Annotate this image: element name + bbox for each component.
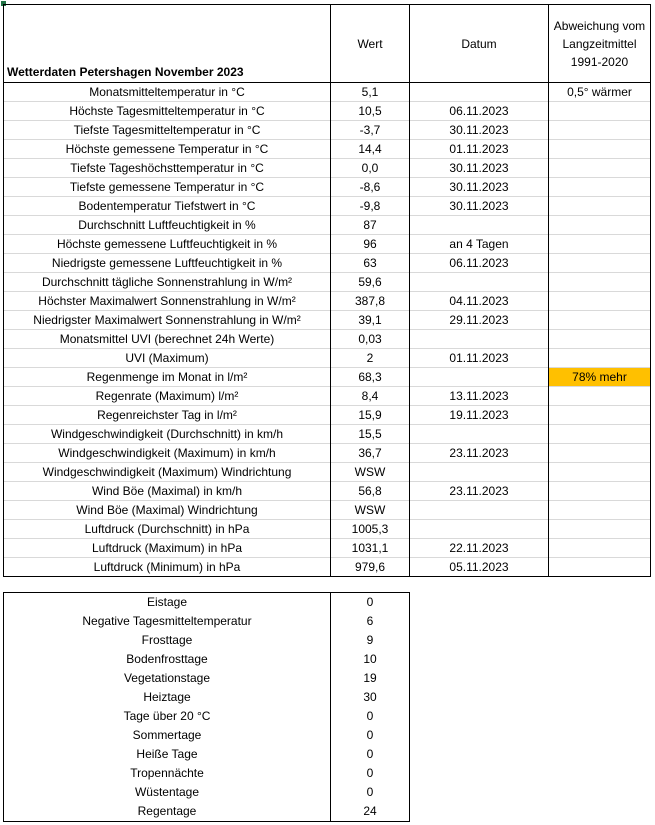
table-row [4,444,651,463]
table-row [4,425,651,444]
row-label-cell[interactable]: Tiefste Tageshöchsttemperatur in °C [4,159,331,178]
row-label-cell[interactable]: Durchschnitt tägliche Sonnenstrahlung in W/m² [4,273,331,292]
row-label-cell[interactable]: Wind Böe (Maximal) in km/h [4,482,331,501]
row-value-cell[interactable]: 63 [331,254,410,273]
row-value-cell[interactable]: 68,3 [331,368,410,387]
count-value-cell[interactable]: 0 [331,764,410,783]
table-row [4,482,651,501]
row-value-cell[interactable]: 2 [331,349,410,368]
table-row [4,406,651,425]
row-date-cell[interactable]: 30.11.2023 [410,178,549,197]
count-label-cell[interactable]: Bodenfrosttage [4,650,331,669]
row-deviation-cell[interactable] [549,102,651,121]
table-row [4,254,651,273]
row-deviation-cell[interactable] [549,406,651,425]
row-date-cell[interactable]: 06.11.2023 [410,254,549,273]
row-date-cell[interactable] [410,330,549,349]
row-value-cell[interactable]: -8,6 [331,178,410,197]
row-label-cell[interactable]: Niedrigster Maximalwert Sonnenstrahlung in W/m² [4,311,331,330]
row-deviation-cell[interactable] [549,235,651,254]
row-label-cell[interactable]: Regenrate (Maximum) l/m² [4,387,331,406]
row-value-cell[interactable]: 59,6 [331,273,410,292]
row-deviation-cell[interactable] [549,558,651,577]
count-value-cell[interactable]: 9 [331,631,410,650]
table-row [4,539,651,558]
count-label-cell[interactable]: Tropennächte [4,764,331,783]
row-value-cell[interactable]: 87 [331,216,410,235]
count-value-cell[interactable]: 6 [331,612,410,631]
row-value-cell[interactable]: 56,8 [331,482,410,501]
row-label-cell[interactable]: Durchschnitt Luftfeuchtigkeit in % [4,216,331,235]
row-deviation-cell[interactable] [549,501,651,520]
day-counts-table [3,592,410,822]
table-row [4,558,651,577]
row-deviation-cell[interactable] [549,539,651,558]
row-value-cell[interactable]: 39,1 [331,311,410,330]
row-label-cell[interactable]: Luftdruck (Durchschnitt) in hPa [4,520,331,539]
row-value-cell[interactable]: -9,8 [331,197,410,216]
row-date-cell[interactable]: 29.11.2023 [410,311,549,330]
table-row [4,235,651,254]
row-value-cell[interactable]: 15,5 [331,425,410,444]
row-date-cell[interactable]: 22.11.2023 [410,539,549,558]
count-value-cell[interactable]: 30 [331,688,410,707]
count-row [4,669,410,688]
count-row [4,745,410,764]
row-label-cell[interactable]: Luftdruck (Maximum) in hPa [4,539,331,558]
count-row [4,764,410,783]
table-row [4,273,651,292]
count-row [4,593,410,613]
row-date-cell[interactable]: 04.11.2023 [410,292,549,311]
row-date-cell[interactable]: 23.11.2023 [410,444,549,463]
row-deviation-cell[interactable] [549,197,651,216]
count-label-cell[interactable]: Heiße Tage [4,745,331,764]
count-label-cell[interactable]: Wüstentage [4,783,331,802]
row-value-cell[interactable]: 8,4 [331,387,410,406]
table-row [4,216,651,235]
row-value-cell[interactable]: 14,4 [331,140,410,159]
row-deviation-cell[interactable] [549,140,651,159]
row-value-cell[interactable]: 387,8 [331,292,410,311]
row-deviation-cell[interactable] [549,463,651,482]
row-deviation-cell[interactable] [549,330,651,349]
row-value-cell[interactable]: WSW [331,463,410,482]
row-date-cell[interactable]: 19.11.2023 [410,406,549,425]
count-row [4,688,410,707]
row-date-cell[interactable]: 13.11.2023 [410,387,549,406]
count-label-cell[interactable]: Regentage [4,802,331,822]
row-label-cell[interactable]: Windgeschwindigkeit (Durchschnitt) in km/h [4,425,331,444]
row-deviation-cell[interactable] [549,482,651,501]
row-label-cell[interactable]: Luftdruck (Minimum) in hPa [4,558,331,577]
row-deviation-cell[interactable]: 78% mehr [549,368,651,387]
count-label-cell[interactable]: Sommertage [4,726,331,745]
row-value-cell[interactable]: 0,0 [331,159,410,178]
count-row [4,802,410,822]
row-deviation-cell[interactable] [549,387,651,406]
row-label-cell[interactable]: Monatsmittel UVI (berechnet 24h Werte) [4,330,331,349]
row-date-cell[interactable] [410,368,549,387]
row-label-cell[interactable]: Wind Böe (Maximal) Windrichtung [4,501,331,520]
row-deviation-cell[interactable] [549,444,651,463]
count-value-cell[interactable]: 19 [331,669,410,688]
table-row [4,311,651,330]
table-row [4,520,651,539]
row-deviation-cell[interactable] [549,178,651,197]
row-deviation-cell[interactable] [549,520,651,539]
row-date-cell[interactable] [410,520,549,539]
row-date-cell[interactable] [410,216,549,235]
count-row [4,631,410,650]
count-row [4,650,410,669]
row-value-cell[interactable]: 10,5 [331,102,410,121]
row-label-cell[interactable]: Tiefste gemessene Temperatur in °C [4,178,331,197]
count-value-cell[interactable]: 24 [331,802,410,822]
table-row [4,83,651,102]
row-date-cell[interactable] [410,425,549,444]
weather-data-table [3,4,651,577]
row-label-cell[interactable]: UVI (Maximum) [4,349,331,368]
table-header-row [4,5,651,83]
table-row [4,121,651,140]
row-value-cell[interactable]: 5,1 [331,83,410,102]
table-row [4,159,651,178]
row-value-cell[interactable]: 1031,1 [331,539,410,558]
header-date[interactable]: Datum [410,5,549,83]
row-deviation-cell[interactable] [549,273,651,292]
row-date-cell[interactable]: an 4 Tagen [410,235,549,254]
header-deviation[interactable]: Abweichung vom Langzeitmittel 1991-2020 [549,5,651,83]
row-value-cell[interactable]: 1005,3 [331,520,410,539]
row-date-cell[interactable]: 30.11.2023 [410,197,549,216]
row-label-cell[interactable]: Höchster Maximalwert Sonnenstrahlung in W/m² [4,292,331,311]
row-deviation-cell[interactable] [549,425,651,444]
row-date-cell[interactable]: 01.11.2023 [410,349,549,368]
row-value-cell[interactable]: 36,7 [331,444,410,463]
row-date-cell[interactable] [410,463,549,482]
table-row [4,368,651,387]
table-row [4,501,651,520]
count-label-cell[interactable]: Negative Tagesmitteltemperatur [4,612,331,631]
count-value-cell[interactable]: 0 [331,707,410,726]
row-value-cell[interactable]: -3,7 [331,121,410,140]
row-label-cell[interactable]: Höchste gemessene Luftfeuchtigkeit in % [4,235,331,254]
table-row [4,292,651,311]
row-label-cell[interactable]: Windgeschwindigkeit (Maximum) Windrichtung [4,463,331,482]
row-label-cell[interactable]: Höchste gemessene Temperatur in °C [4,140,331,159]
row-date-cell[interactable] [410,273,549,292]
count-value-cell[interactable]: 0 [331,783,410,802]
count-label-cell[interactable]: Vegetationstage [4,669,331,688]
row-deviation-cell[interactable]: 0,5° wärmer [549,83,651,102]
row-date-cell[interactable]: 30.11.2023 [410,159,549,178]
count-row [4,707,410,726]
row-label-cell[interactable]: Niedrigste gemessene Luftfeuchtigkeit in % [4,254,331,273]
count-label-cell[interactable]: Heiztage [4,688,331,707]
count-label-cell[interactable]: Frosttage [4,631,331,650]
row-deviation-cell[interactable] [549,216,651,235]
row-date-cell[interactable]: 23.11.2023 [410,482,549,501]
count-label-cell[interactable]: Tage über 20 °C [4,707,331,726]
header-value[interactable]: Wert [331,5,410,83]
table-title[interactable]: Wetterdaten Petershagen November 2023 [4,5,331,83]
row-deviation-cell[interactable] [549,292,651,311]
table-row [4,197,651,216]
row-deviation-cell[interactable] [549,121,651,140]
count-row [4,612,410,631]
count-value-cell[interactable]: 0 [331,745,410,764]
count-row [4,726,410,745]
row-deviation-cell[interactable] [549,311,651,330]
count-row [4,783,410,802]
count-label-cell[interactable]: Eistage [4,593,331,613]
count-value-cell[interactable]: 0 [331,726,410,745]
row-label-cell[interactable]: Regenreichster Tag in l/m² [4,406,331,425]
table-row [4,330,651,349]
count-value-cell[interactable]: 0 [331,593,410,613]
row-label-cell[interactable]: Bodentemperatur Tiefstwert in °C [4,197,331,216]
row-value-cell[interactable]: 979,6 [331,558,410,577]
table-row [4,178,651,197]
row-label-cell[interactable]: Monatsmitteltemperatur in °C [4,83,331,102]
row-value-cell[interactable]: 96 [331,235,410,254]
row-date-cell[interactable]: 01.11.2023 [410,140,549,159]
row-date-cell[interactable] [410,501,549,520]
row-label-cell[interactable]: Höchste Tagesmitteltemperatur in °C [4,102,331,121]
table-row [4,349,651,368]
row-date-cell[interactable]: 06.11.2023 [410,102,549,121]
row-deviation-cell[interactable] [549,349,651,368]
row-date-cell[interactable]: 30.11.2023 [410,121,549,140]
row-label-cell[interactable]: Windgeschwindigkeit (Maximum) in km/h [4,444,331,463]
row-label-cell[interactable]: Regenmenge im Monat in l/m² [4,368,331,387]
row-value-cell[interactable]: 15,9 [331,406,410,425]
table-row [4,140,651,159]
table-row [4,102,651,121]
row-value-cell[interactable]: WSW [331,501,410,520]
row-label-cell[interactable]: Tiefste Tagesmitteltemperatur in °C [4,121,331,140]
table-row [4,387,651,406]
row-date-cell[interactable] [410,83,549,102]
row-date-cell[interactable]: 05.11.2023 [410,558,549,577]
count-value-cell[interactable]: 10 [331,650,410,669]
row-value-cell[interactable]: 0,03 [331,330,410,349]
row-deviation-cell[interactable] [549,254,651,273]
table-row [4,463,651,482]
row-deviation-cell[interactable] [549,159,651,178]
